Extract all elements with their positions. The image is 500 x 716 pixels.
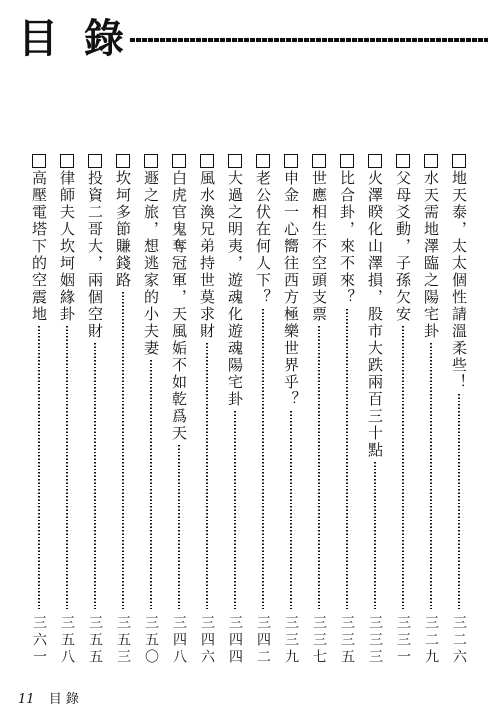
toc-entry[interactable] (56, 150, 78, 666)
toc-entry[interactable] (448, 150, 470, 666)
toc-entry[interactable] (196, 150, 218, 666)
header-dotted-rule (130, 38, 488, 42)
dotted-leader (318, 326, 320, 609)
toc-entry-page: 三六一 (31, 615, 47, 666)
dotted-leader (94, 343, 96, 609)
dotted-leader (290, 411, 292, 609)
dotted-leader (206, 343, 208, 609)
dotted-leader (262, 309, 264, 609)
toc-entry-title: 地天泰，太太個性請溫柔些！ (450, 170, 468, 391)
toc-entry-page: 三三三 (367, 615, 383, 666)
toc-entry-page: 三二九 (423, 615, 439, 666)
toc-entry-page: 三三五 (339, 615, 355, 666)
toc-entry[interactable] (112, 150, 134, 666)
toc-entry[interactable] (224, 150, 246, 666)
toc-entry-page: 三四六 (199, 615, 215, 666)
checkbox-icon (60, 154, 74, 168)
toc-entry[interactable] (28, 150, 50, 666)
toc-entry-title: 律師夫人坎坷姻緣卦 (58, 170, 76, 323)
checkbox-icon (228, 154, 242, 168)
toc-entry-page: 三四二 (255, 615, 271, 666)
dotted-leader (346, 309, 348, 609)
table-of-contents (28, 150, 470, 680)
toc-entry[interactable] (168, 150, 190, 666)
checkbox-icon (116, 154, 130, 168)
dotted-leader (402, 326, 404, 609)
toc-entry-page: 三二六 (451, 615, 467, 666)
dotted-leader (234, 411, 236, 609)
toc-entry-title: 水天需地澤臨之陽宅卦 (422, 170, 440, 340)
dotted-leader (458, 394, 460, 609)
toc-entry[interactable] (252, 150, 274, 666)
dotted-leader (66, 326, 68, 609)
toc-entry-title: 坎坷多節賺錢路 (114, 170, 132, 289)
toc-entry-page: 三四四 (227, 615, 243, 666)
toc-entry-page: 三四八 (171, 615, 187, 666)
dotted-leader (150, 360, 152, 609)
toc-entry-title: 世應相生不空頭支票 (310, 170, 328, 323)
page-title: 目 錄 (18, 15, 130, 62)
checkbox-icon (88, 154, 102, 168)
toc-entry-page: 三五五 (87, 615, 103, 666)
footer-label: 目 錄 (48, 692, 79, 707)
toc-entry-title: 投資二哥大，兩個空財 (86, 170, 104, 340)
toc-entry[interactable] (336, 150, 358, 666)
checkbox-icon (200, 154, 214, 168)
toc-entry[interactable] (84, 150, 106, 666)
toc-entry-page: 三五八 (59, 615, 75, 666)
checkbox-icon (172, 154, 186, 168)
toc-entry-page: 三三九 (283, 615, 299, 666)
toc-entry-title: 父母爻動，子孫欠安 (394, 170, 412, 323)
toc-entry[interactable] (308, 150, 330, 666)
toc-entry-title: 老公伏在何人下？ (254, 170, 272, 306)
toc-entry-title: 高壓電塔下的空震地 (30, 170, 48, 323)
checkbox-icon (424, 154, 438, 168)
page-footer (18, 688, 79, 707)
toc-entry[interactable] (420, 150, 442, 666)
checkbox-icon (284, 154, 298, 168)
toc-entry-page: 三三一 (395, 615, 411, 666)
dotted-leader (38, 326, 40, 609)
dotted-leader (122, 292, 124, 609)
toc-entry-title: 比合卦，來不來？ (338, 170, 356, 306)
checkbox-icon (312, 154, 326, 168)
toc-entry-title: 白虎官鬼奪冠軍，天風姤不如乾爲天 (170, 170, 188, 442)
toc-entry-title: 火澤睽化山澤損，股市大跌兩百三十點 (366, 170, 384, 459)
toc-entry-title: 申金一心嚮往西方極樂世界乎？ (282, 170, 300, 408)
toc-header (18, 14, 488, 64)
checkbox-icon (256, 154, 270, 168)
toc-entry-page: 三五三 (115, 615, 131, 666)
checkbox-icon (368, 154, 382, 168)
toc-entry[interactable] (364, 150, 386, 666)
toc-entry-title: 風水渙兄弟持世莫求財 (198, 170, 216, 340)
toc-entry-title: 遯之旅，想逃家的小夫妻 (142, 170, 160, 357)
checkbox-icon (340, 154, 354, 168)
checkbox-icon (396, 154, 410, 168)
toc-entry-title: 大過之明夷，遊魂化遊魂陽宅卦 (226, 170, 244, 408)
toc-entry-page: 三三七 (311, 615, 327, 666)
toc-entry[interactable] (392, 150, 414, 666)
toc-entry-page: 三五〇 (143, 615, 159, 666)
dotted-leader (430, 343, 432, 609)
checkbox-icon (452, 154, 466, 168)
checkbox-icon (144, 154, 158, 168)
toc-entry[interactable] (140, 150, 162, 666)
checkbox-icon (32, 154, 46, 168)
toc-entry[interactable] (280, 150, 302, 666)
dotted-leader (178, 445, 180, 609)
footer-page-number: 11 (18, 692, 35, 707)
dotted-leader (374, 462, 376, 609)
